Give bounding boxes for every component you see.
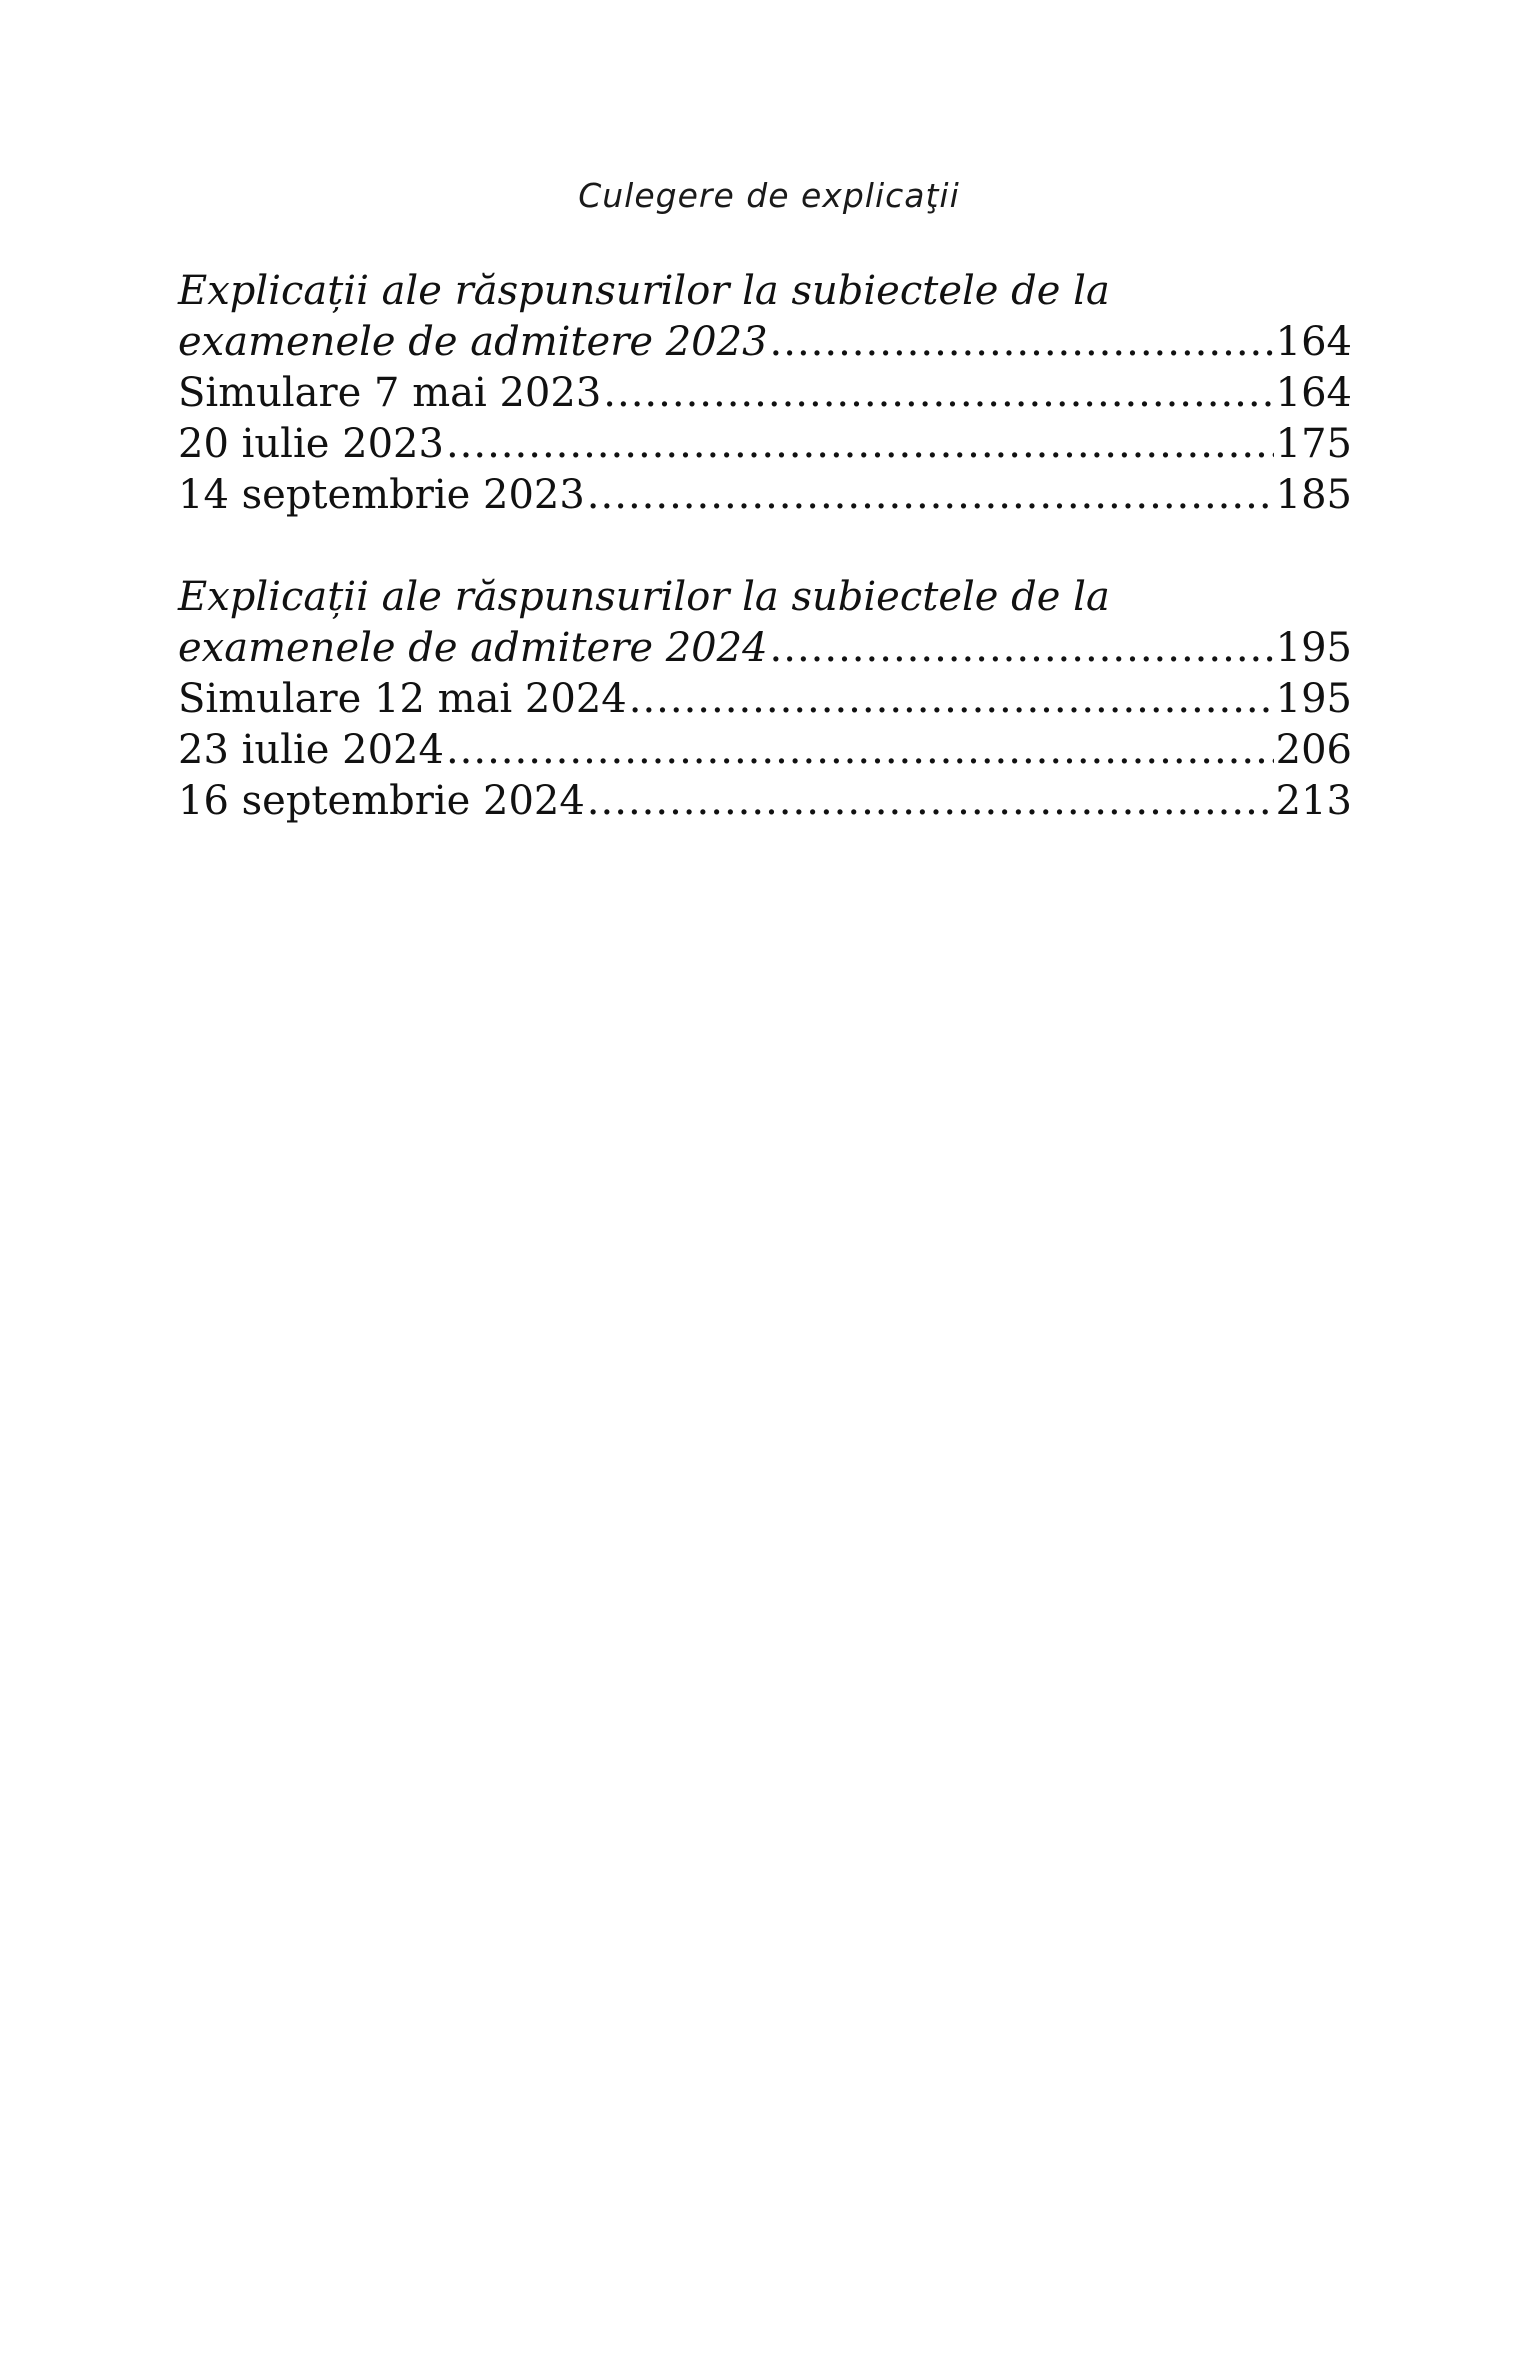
toc-entry-label: Simulare 12 mai 2024 xyxy=(178,676,627,722)
toc-section-2023 xyxy=(178,266,1352,521)
dot-leader xyxy=(587,776,1274,827)
toc-entry[interactable] xyxy=(178,470,1352,521)
toc-entry[interactable] xyxy=(178,623,1352,674)
toc-entry[interactable] xyxy=(178,776,1352,827)
section-title: Explicații ale răspunsurilor la subiectele de la xyxy=(178,574,1110,620)
toc-entry-page: 164 xyxy=(1275,319,1352,365)
toc-entry-label: examenele de admitere 2024 xyxy=(178,625,768,671)
running-header: Culegere de explicaţii xyxy=(578,176,960,215)
toc-entry-page: 195 xyxy=(1275,625,1352,671)
dot-leader xyxy=(446,725,1274,776)
toc-entry-label: 20 iulie 2023 xyxy=(178,421,444,467)
section-title: Explicații ale răspunsurilor la subiectele de la xyxy=(178,268,1110,314)
toc-entry[interactable] xyxy=(178,725,1352,776)
toc-entry[interactable] xyxy=(178,419,1352,470)
toc-entry-page: 185 xyxy=(1275,472,1352,518)
toc-entry[interactable] xyxy=(178,674,1352,725)
toc-entry-page: 213 xyxy=(1275,778,1352,824)
toc-entry-label: Simulare 7 mai 2023 xyxy=(178,370,602,416)
dot-leader xyxy=(770,623,1274,674)
toc-section-2024 xyxy=(178,572,1352,827)
dot-leader xyxy=(770,317,1274,368)
toc-entry[interactable] xyxy=(178,368,1352,419)
dot-leader xyxy=(603,368,1273,419)
toc-entry-label: examenele de admitere 2023 xyxy=(178,319,768,365)
dot-leader xyxy=(629,674,1274,725)
toc-entry-label: 16 septembrie 2024 xyxy=(178,778,585,824)
toc-entry-page: 164 xyxy=(1275,370,1352,416)
toc-entry[interactable] xyxy=(178,317,1352,368)
toc-entry-label: 23 iulie 2024 xyxy=(178,727,444,773)
toc-entry-label: 14 septembrie 2023 xyxy=(178,472,585,518)
dot-leader xyxy=(587,470,1274,521)
toc-entry-page: 206 xyxy=(1275,727,1352,773)
dot-leader xyxy=(446,419,1274,470)
toc-entry-page: 195 xyxy=(1275,676,1352,722)
toc-entry-page: 175 xyxy=(1275,421,1352,467)
